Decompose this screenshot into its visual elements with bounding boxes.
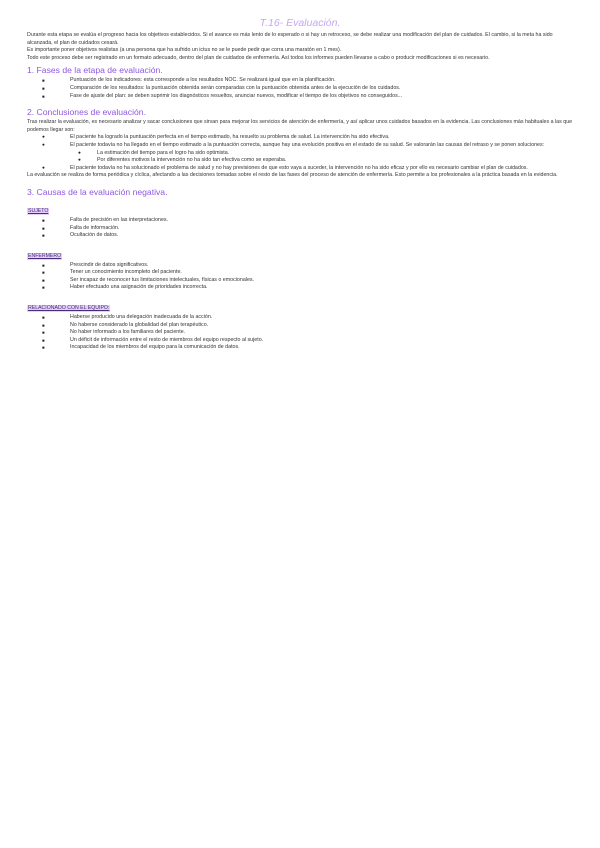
section-heading: 2. Conclusiones de evaluación. (27, 107, 146, 118)
section-heading: 1. Fases de la etapa de evaluación. (27, 65, 163, 76)
cause-group-subject (27, 199, 573, 240)
list-item: ■ Fase de ajuste del plan: se deben suprimir los diagnósticos resueltos, anunciar nuevos, modificar el tiempo de los objetivos no conseguidos... (27, 93, 573, 101)
list-item: ■ No haber informado a los familiares del paciente. (27, 329, 573, 337)
intro-paragraph: Es importante poner objetivos realistas (a una persona que ha sufrido un ictus no se le puede pedir que corra una maratón en 1 mes). (27, 47, 342, 54)
list-item: ● Por diferentes motivos la intervención no ha sido tan efectiva como se esperaba. (27, 157, 573, 165)
list-item: ● El paciente todavía no ha solucionado el problema de salud y no hay previsiones de que esto vaya a suceder, la intervención no ha sido eficaz y por ello es necesario cambiar el plan de cuidados. (27, 165, 573, 173)
section-heading: 3. Causas de la evaluación negativa. (27, 186, 168, 197)
list-item: ■ Haber efectuado una asignación de prioridades incorrecta. (27, 284, 573, 292)
list-item: ● El paciente ha logrado la puntuación perfecta en el tiempo estimado, ha resuelto su problema de salud. La intervención ha sido efectiva. (27, 134, 573, 142)
cause-group-nurse (27, 244, 573, 292)
list-item: ■ Tener un conocimiento incompleto del paciente. (27, 269, 573, 277)
list-item: ■ Falta de precisión en las interpretaciones. (27, 217, 573, 225)
list-item: ■ Falta de información. (27, 225, 573, 233)
list-item: ■ Prescindir de datos significativos. (27, 262, 573, 270)
causes-sublist (27, 150, 573, 165)
section-paragraph: Tras realizar la evaluación, es necesario analizar y sacar conclusiones que sirvan para mejorar los servicios de atención de enfermería, y así aplicar unos cuidados basados en la evidencia. Las conclusiones más habituales a las que podemos llegar son: (27, 119, 573, 133)
list-item: ● El paciente todavía no ha llegado en el tiempo estimado a la puntuación correcta, aunque hay una evolución positiva en el estado de su salud. Se valorarán las causas del retraso y se ponen soluciones: (27, 142, 573, 150)
list-item: ■ Ser incapaz de reconocer tus limitaciones intelectuales, físicas o emocionales. (27, 277, 573, 285)
list-item: ■ Incapacidad de los miembros del equipo para la comunicación de datos. (27, 344, 573, 352)
section-paragraph: La evaluación se realiza de forma periódica y cíclica, afectando a las decisiones tomadas sobre el resto de las fases del proceso de atención de enfermería. Esto permite a los profesionales a la práctica basada en la evidencia. (27, 172, 558, 179)
list-item: ■ Comparación de los resultados: la puntuación obtenida serán comparadas con la puntuación obtenida antes de la ejecución de los cuidados. (27, 85, 573, 93)
cause-group-team (27, 296, 573, 352)
list-item: ■ Puntuación de los indicadores: esta corresponde a los resultados NOC. Se realizará igual que en la planificación. (27, 77, 573, 85)
group-label: RELACIONADO CON EL EQUIPO: (28, 305, 110, 312)
list-item: ■ Un déficit de información entre el resto de miembros del equipo respecto al sujeto. (27, 337, 573, 345)
list-item: ■ Ocultación de datos. (27, 232, 573, 240)
cause-list (27, 314, 573, 352)
list-item: ■ Haberse producido una delegación inadecuada de la acción. (27, 314, 573, 322)
conclusions-list (27, 134, 573, 149)
page-title: T.16- Evaluación. (259, 17, 341, 29)
list-item: ● La estimación del tiempo para el logro ha sido optimista. (27, 150, 573, 158)
group-label: ENFERMERO (28, 252, 62, 259)
cause-list (27, 262, 573, 292)
list-item: ■ No haberse considerado la globalidad del plan terapéutico. (27, 322, 573, 330)
conclusions-list-continued (27, 165, 573, 173)
intro-paragraph: Durante esta etapa se evalúa el progreso hacia los objetivos establecidos. Si el avance es más lento de lo esperado o si hay un retroceso, se debe realizar una modificación del plan de cuidados. El cambio, si la meta ha sido alcanzada, el plan de cuidados cesará. (27, 32, 553, 46)
intro-paragraph: Todo este proceso debe ser registrado en un formato adecuado, dentro del plan de cuidados de enfermería. Así todos los informes pueden llevarse a cabo o producir modificaciones si es necesario. (27, 54, 490, 61)
cause-list (27, 217, 573, 240)
group-label: SUJETO (28, 207, 49, 214)
phases-list (27, 77, 573, 100)
